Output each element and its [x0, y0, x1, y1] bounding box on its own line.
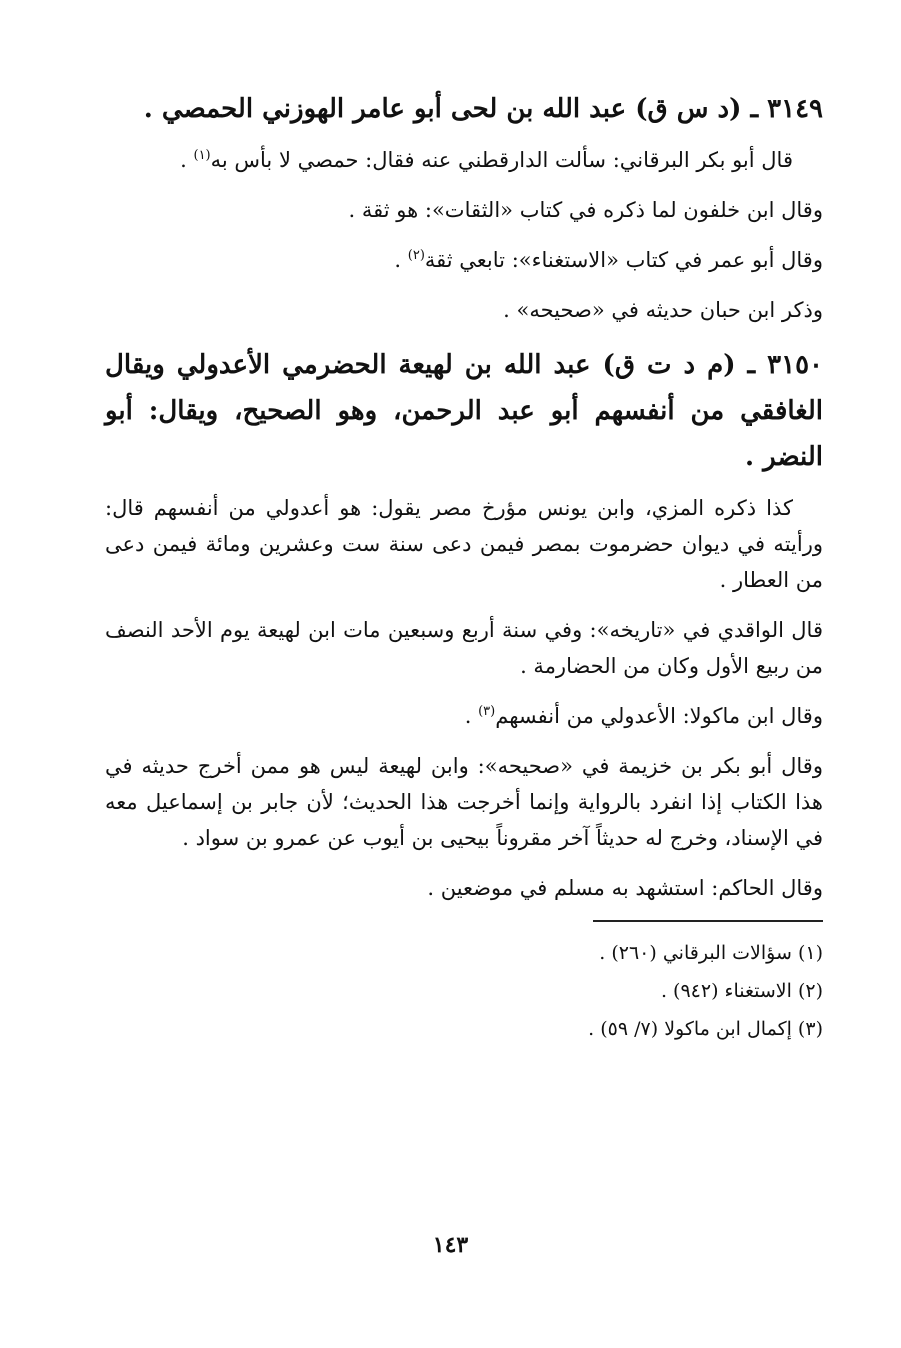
footnote-3: (٣) إكمال ابن ماكولا (٧/ ٥٩) .: [588, 1018, 823, 1040]
paragraph-tail: .: [180, 148, 194, 172]
paragraph-text: وقال ابن خلفون لما ذكره في كتاب «الثقات»: هو ثقة .: [348, 198, 823, 222]
page-body: [105, 86, 823, 1048]
paragraph: [105, 698, 823, 734]
footnote-marker: (١): [193, 148, 211, 163]
footnote-marker: (٣): [478, 704, 496, 719]
paragraph-text: كذا ذكره المزي، وابن يونس مؤرخ مصر يقول: هو أعدولي من أنفسهم قال: ورأيته في ديوان حضرموت بمصر فيمن دعى سنة ست وعشرين ومائة فيمن دعى من العطار .: [105, 496, 823, 592]
paragraph: [105, 612, 823, 684]
paragraph-tail: .: [394, 248, 408, 272]
footnote-1: (١) سؤالات البرقاني (٢٦٠) .: [599, 942, 823, 964]
paragraph: [105, 292, 823, 328]
paragraph-text: وقال ابن ماكولا: الأعدولي من أنفسهم: [495, 704, 823, 728]
paragraph: [105, 870, 823, 906]
entry-3150: [105, 342, 823, 906]
paragraph-text: وقال أبو عمر في كتاب «الاستغناء»: تابعي ثقة: [424, 248, 823, 272]
footnote-2: (٢) الاستغناء (٩٤٢) .: [660, 980, 823, 1002]
paragraph: [105, 490, 823, 598]
page-number: ١٤٣: [432, 1232, 469, 1258]
paragraph: [105, 142, 823, 178]
paragraph-text: وقال الحاكم: استشهد به مسلم في موضعين .: [427, 876, 823, 900]
footnote-marker: (٢): [407, 248, 425, 263]
paragraph-text: وقال أبو بكر بن خزيمة في «صحيحه»: وابن لهيعة ليس هو ممن أخرج حديثه في هذا الكتاب إذا انفرد بالرواية وإنما أخرجت هذا الحديث؛ لأن جابر بن إسماعيل معه في الإسناد، وخرج له حديثاً آخر مقروناً بيحيى بن أيوب عن عمرو بن سواد .: [105, 754, 823, 850]
paragraph: [105, 242, 823, 278]
paragraph-text: قال أبو بكر البرقاني: سألت الدارقطني عنه فقال: حمصي لا بأس به: [210, 148, 793, 172]
footnotes: [105, 934, 823, 1048]
paragraph-tail: .: [464, 704, 479, 728]
paragraph: [105, 748, 823, 856]
entry-heading: ٣١٤٩ ـ (د س ق) عبد الله بن لحى أبو عامر الهوزني الحمصي .: [143, 94, 823, 124]
entry-3149: [105, 86, 823, 328]
footnote-divider: [593, 920, 823, 922]
paragraph: [105, 192, 823, 228]
paragraph-text: وذكر ابن حبان حديثه في «صحيحه» .: [503, 298, 823, 322]
paragraph-text: قال الواقدي في «تاريخه»: وفي سنة أربع وسبعين مات ابن لهيعة يوم الأحد النصف من ربيع الأول وكان من الحضارمة .: [105, 618, 823, 678]
entry-heading: ٣١٥٠ ـ (م د ت ق) عبد الله بن لهيعة الحضرمي الأعدولي ويقال الغافقي من أنفسهم أبو عبد الرحمن، وهو الصحيح، ويقال: أبو النضر .: [105, 350, 823, 472]
